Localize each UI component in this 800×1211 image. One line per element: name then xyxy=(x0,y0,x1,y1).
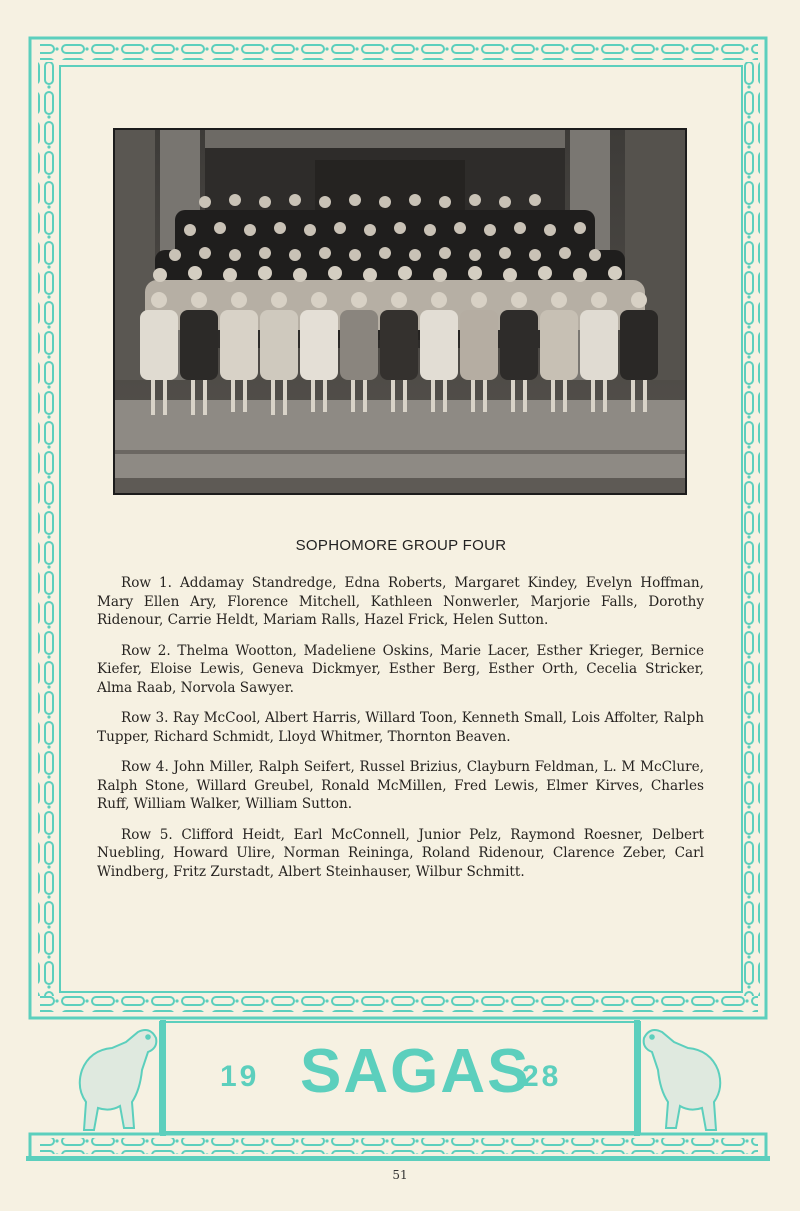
caption-title: SOPHOMORE GROUP FOUR xyxy=(295,537,507,554)
caption-rows xyxy=(97,574,704,893)
year-left: 19 xyxy=(220,1060,260,1093)
bear-right-icon xyxy=(640,1022,732,1134)
caption-row-1: Row 1. Addamay Standredge, Edna Roberts, Margaret Kindey, Evelyn Hoffman, Mary Ellen Ary, Florence Mitchell, Kathleen Nonwerler, Marjorie Falls, Dorothy Ridenour, Carrie Heldt, Mariam Ralls, Hazel Frick, Helen Sutton. xyxy=(97,575,704,628)
caption-row-5: Row 5. Clifford Heidt, Earl McConnell, Junior Pelz, Raymond Roesner, Delbert Nuebling, Howard Ulire, Norman Reininga, Roland Ridenour, Clarence Zeber, Carl Windberg, Fritz Zurstadt, Albert Steinhauser, Wilbur Schmitt. xyxy=(97,826,704,880)
caption-row-3: Row 3. Ray McCool, Albert Harris, Willard Toon, Kenneth Small, Lois Affolter, Ralph Tupper, Richard Schmidt, Lloyd Whitmer, Thornton Beaven. xyxy=(97,710,704,745)
caption-row-4: Row 4. John Miller, Ralph Seifert, Russel Brizius, Clayburn Feldman, L. M McClure, Ralph Stone, Willard Greubel, Ronald McMillen, Fred Lewis, Elmer Kirves, Charles Ruff, William Walker, William Sutton. xyxy=(97,759,704,812)
group-photograph xyxy=(113,128,687,495)
sagas-title: SAGAS xyxy=(300,1037,531,1106)
caption-row-2: Row 2. Thelma Wootton, Madeliene Oskins, Marie Lacer, Esther Krieger, Bernice Kiefer, Eloise Lewis, Geneva Dickmyer, Esther Berg, Esther Orth, Cecelia Stricker, Alma Raab, Norvola Sawyer. xyxy=(97,642,704,696)
bear-left-icon xyxy=(68,1022,160,1134)
page-number: 51 xyxy=(392,1168,408,1182)
year-right: 28 xyxy=(522,1060,562,1093)
